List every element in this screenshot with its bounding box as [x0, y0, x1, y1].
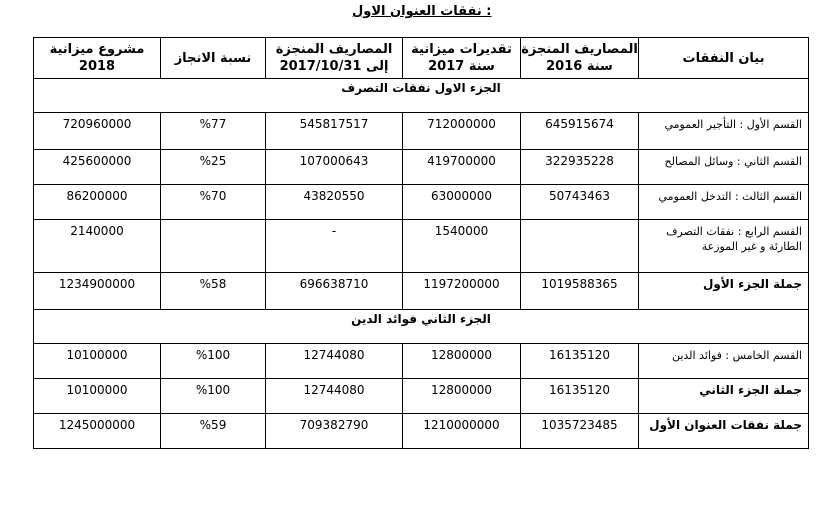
section-row: [34, 310, 809, 344]
row-spent-2017: 12744080: [266, 344, 403, 379]
total-2-desc: جملة الجزء الثاني: [639, 379, 809, 414]
row-budget-2017: 1540000: [403, 220, 521, 273]
header-row: [34, 38, 809, 79]
row-desc: القسم الخامس : فوائد الدين: [639, 344, 809, 379]
total-row: [34, 273, 809, 310]
header-spent-2017: المصاريف المنجزة إلى 2017/10/31: [266, 38, 403, 79]
row-spent-2016: 322935228: [521, 150, 639, 185]
expenses-table: [33, 37, 809, 449]
header-project-2018: مشروع ميزانية 2018: [34, 38, 161, 79]
total-1-spent-2016: 1019588365: [521, 273, 639, 310]
grand-total-budget-2017: 1210000000: [403, 414, 521, 449]
total-1-budget-2017: 1197200000: [403, 273, 521, 310]
table-row: [34, 220, 809, 273]
row-spent-2017: 107000643: [266, 150, 403, 185]
row-budget-2017: 419700000: [403, 150, 521, 185]
section-2-title: الجزء الثاني فوائد الدين: [34, 310, 809, 344]
header-spent-2016: المصاريف المنجزة سنة 2016: [521, 38, 639, 79]
grand-total-desc: جملة نفقات العنوان الأول: [639, 414, 809, 449]
row-project-2018: 2140000: [34, 220, 161, 273]
total-2-spent-2016: 16135120: [521, 379, 639, 414]
row-budget-2017: 12800000: [403, 344, 521, 379]
row-spent-2016: [521, 220, 639, 273]
grand-total-rate: %59: [161, 414, 266, 449]
row-project-2018: 10100000: [34, 344, 161, 379]
row-spent-2016: 645915674: [521, 113, 639, 150]
total-row: [34, 379, 809, 414]
page-title: نفقات العنوان الاول :: [352, 4, 492, 19]
grand-total-spent-2017: 709382790: [266, 414, 403, 449]
section-row: [34, 79, 809, 113]
row-rate: [161, 220, 266, 273]
row-spent-2016: 50743463: [521, 185, 639, 220]
row-budget-2017: 63000000: [403, 185, 521, 220]
header-desc: بيان النفقات: [639, 38, 809, 79]
row-rate: %100: [161, 344, 266, 379]
table-row: [34, 185, 809, 220]
total-1-spent-2017: 696638710: [266, 273, 403, 310]
total-2-project-2018: 10100000: [34, 379, 161, 414]
total-1-desc: جملة الجزء الأول: [639, 273, 809, 310]
row-project-2018: 720960000: [34, 113, 161, 150]
header-budget-2017: تقديرات ميزانية سنة 2017: [403, 38, 521, 79]
grand-total-row: [34, 414, 809, 449]
row-desc: القسم الثاني : وسائل المصالح: [639, 150, 809, 185]
row-desc: القسم الأول : التأجير العمومي: [639, 113, 809, 150]
row-rate: %77: [161, 113, 266, 150]
total-2-budget-2017: 12800000: [403, 379, 521, 414]
section-1-title: الجزء الاول نفقات التصرف: [34, 79, 809, 113]
row-project-2018: 425600000: [34, 150, 161, 185]
table-row: [34, 113, 809, 150]
row-spent-2017: 43820550: [266, 185, 403, 220]
row-spent-2017: 545817517: [266, 113, 403, 150]
row-budget-2017: 712000000: [403, 113, 521, 150]
row-project-2018: 86200000: [34, 185, 161, 220]
total-2-rate: %100: [161, 379, 266, 414]
row-rate: %25: [161, 150, 266, 185]
grand-total-project-2018: 1245000000: [34, 414, 161, 449]
row-desc: القسم الثالث : التدخل العمومي: [639, 185, 809, 220]
total-2-spent-2017: 12744080: [266, 379, 403, 414]
row-rate: %70: [161, 185, 266, 220]
row-desc: القسم الرابع : نفقات التصرف الطارئة و غير الموزعة: [639, 220, 809, 273]
table-row: [34, 344, 809, 379]
row-spent-2017: -: [266, 220, 403, 273]
total-1-project-2018: 1234900000: [34, 273, 161, 310]
total-1-rate: %58: [161, 273, 266, 310]
table-row: [34, 150, 809, 185]
grand-total-spent-2016: 1035723485: [521, 414, 639, 449]
row-spent-2016: 16135120: [521, 344, 639, 379]
header-rate: نسبة الانجاز: [161, 38, 266, 79]
